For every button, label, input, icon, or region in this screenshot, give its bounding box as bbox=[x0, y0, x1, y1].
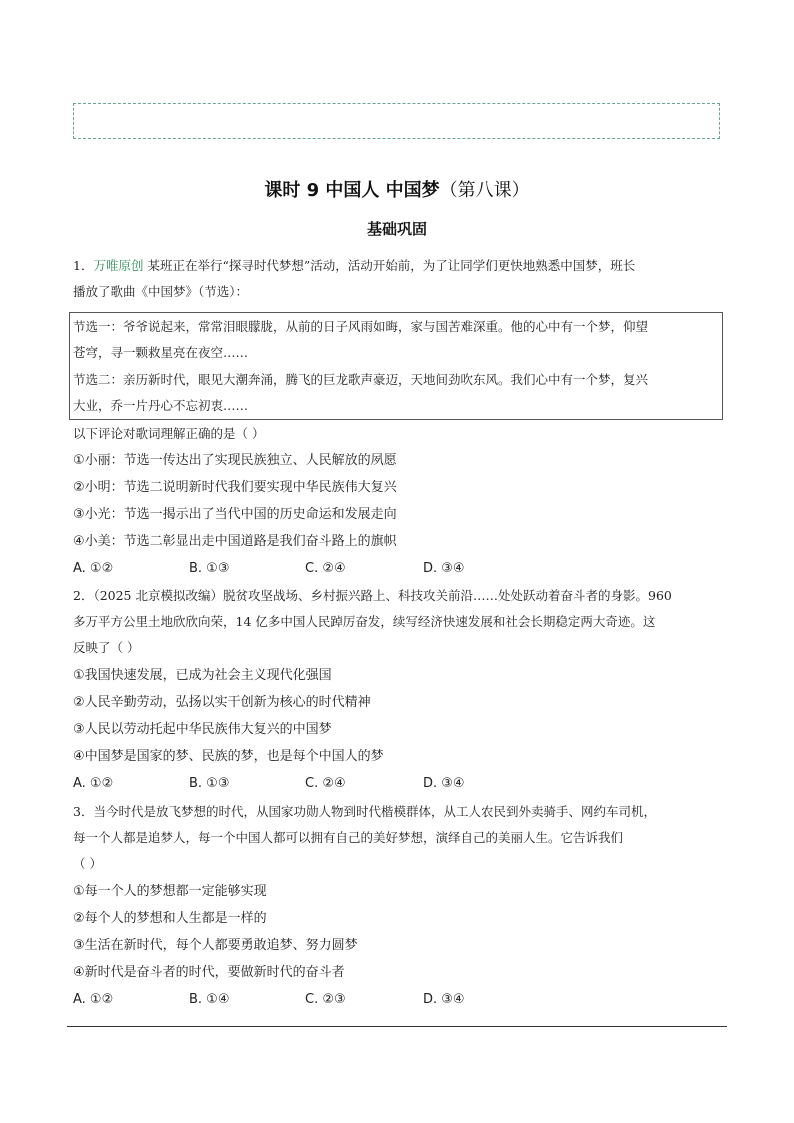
answer-choice-d: D. ③④ bbox=[423, 776, 465, 791]
excerpt-line: 节选一：爷爷说起来，常常泪眼朦胧，从前的日子风雨如晦，家与国苦难深重。他的心中有一个梦，仰望 bbox=[73, 319, 649, 334]
excerpt-line: 节选二：亲历新时代，眼见大潮奔涌，腾飞的巨龙歌声豪迈，天地间劲吹东风。我们心中有一个梦，复兴 bbox=[73, 372, 649, 387]
answer-choice-a: A. ①② bbox=[73, 992, 114, 1007]
q1-stem-line2: 播放了歌曲《中国梦》（节选）： bbox=[73, 284, 249, 299]
lesson-title-suffix: （第八课） bbox=[439, 180, 530, 201]
q3-option: ④新时代是奋斗者的时代，要做新时代的奋斗者 bbox=[73, 965, 345, 980]
q1-stem-line1 bbox=[73, 256, 723, 276]
answer-choice-a: A. ①② bbox=[73, 776, 114, 791]
answer-choice-c: C. ②③ bbox=[305, 992, 346, 1007]
answer-choice-a: A. ①② bbox=[73, 561, 114, 576]
answer-choice-b: B. ①③ bbox=[189, 776, 230, 791]
section-heading: 基础巩固 bbox=[366, 220, 427, 238]
q3-option: ①每一个人的梦想都一定能够实现 bbox=[73, 884, 267, 899]
q2-option: ④中国梦是国家的梦、民族的梦，也是每个中国人的梦 bbox=[73, 749, 384, 764]
q3-stem-line: 3．当今时代是放飞梦想的时代，从国家功勋人物到时代楷模群体，从工人农民到外卖骑手、网约车司机， bbox=[73, 804, 656, 819]
answer-choice-b: B. ①④ bbox=[189, 992, 230, 1007]
q3-stem-line: （ ） bbox=[73, 856, 102, 871]
excerpt-line: 大业，乔一片丹心不忘初衷…… bbox=[73, 398, 249, 413]
q3-stem-line: 每一个人都是追梦人，每一个中国人都可以拥有自己的美好梦想，演绎自己的美丽人生。它告诉我们 bbox=[73, 830, 624, 845]
lesson-title-main: 课时 9 中国人 中国梦 bbox=[264, 180, 440, 201]
q2-stem-line: 反映了（ ） bbox=[73, 640, 140, 655]
q3-answer-choices bbox=[73, 990, 723, 1010]
answer-choice-c: C. ②④ bbox=[305, 561, 346, 576]
q1-stem-text: 某班正在举行“探寻时代梦想”活动，活动开始前，为了让同学们更快地熟悉中国梦，班长 bbox=[143, 258, 636, 273]
q3-option: ②每个人的梦想和人生都是一样的 bbox=[73, 911, 267, 926]
q2-answer-choices bbox=[73, 774, 723, 794]
q1-original-tag: 万唯原创 bbox=[93, 258, 144, 273]
q1-prompt: 以下评论对歌词理解正确的是（ ） bbox=[73, 426, 265, 441]
answer-choice-b: B. ①③ bbox=[189, 561, 230, 576]
lesson-title bbox=[0, 176, 794, 202]
header-placeholder-box bbox=[73, 103, 720, 139]
page-footer-divider bbox=[67, 1026, 727, 1027]
q3-option: ③生活在新时代，每个人都要勇敢追梦、努力圆梦 bbox=[73, 938, 358, 953]
answer-choice-d: D. ③④ bbox=[423, 992, 465, 1007]
q1-option: ①小丽：节选一传达出了实现民族独立、人民解放的夙愿 bbox=[73, 453, 397, 468]
excerpt-line: 苍穹，寻一颗救星亮在夜空…… bbox=[73, 345, 249, 360]
q1-option: ②小明：节选二说明新时代我们要实现中华民族伟大复兴 bbox=[73, 480, 397, 495]
q1-answer-choices bbox=[73, 559, 723, 579]
q2-stem-line: 多万平方公里土地欣欣向荣，14 亿多中国人民踔厉奋发，续写经济快速发展和社会长期稳定两大奇迹。这 bbox=[73, 614, 656, 629]
q2-option: ③人民以劳动托起中华民族伟大复兴的中国梦 bbox=[73, 722, 332, 737]
q1-option: ③小光：节选一揭示出了当代中国的历史命运和发展走向 bbox=[73, 507, 397, 522]
q2-option: ①我国快速发展，已成为社会主义现代化强国 bbox=[73, 668, 332, 683]
q2-stem-line: 2．（2025 北京模拟改编）脱贫攻坚战场、乡村振兴路上、科技攻关前沿……处处跃动着奋斗者的身影。960 bbox=[73, 588, 672, 603]
q1-option: ④小美：节选二彰显出走中国道路是我们奋斗路上的旗帜 bbox=[73, 534, 397, 549]
q2-option: ②人民辛勤劳动，弘扬以实干创新为核心的时代精神 bbox=[73, 695, 371, 710]
answer-choice-c: C. ②④ bbox=[305, 776, 346, 791]
q1-number: 1． bbox=[73, 258, 94, 273]
answer-choice-d: D. ③④ bbox=[423, 561, 465, 576]
